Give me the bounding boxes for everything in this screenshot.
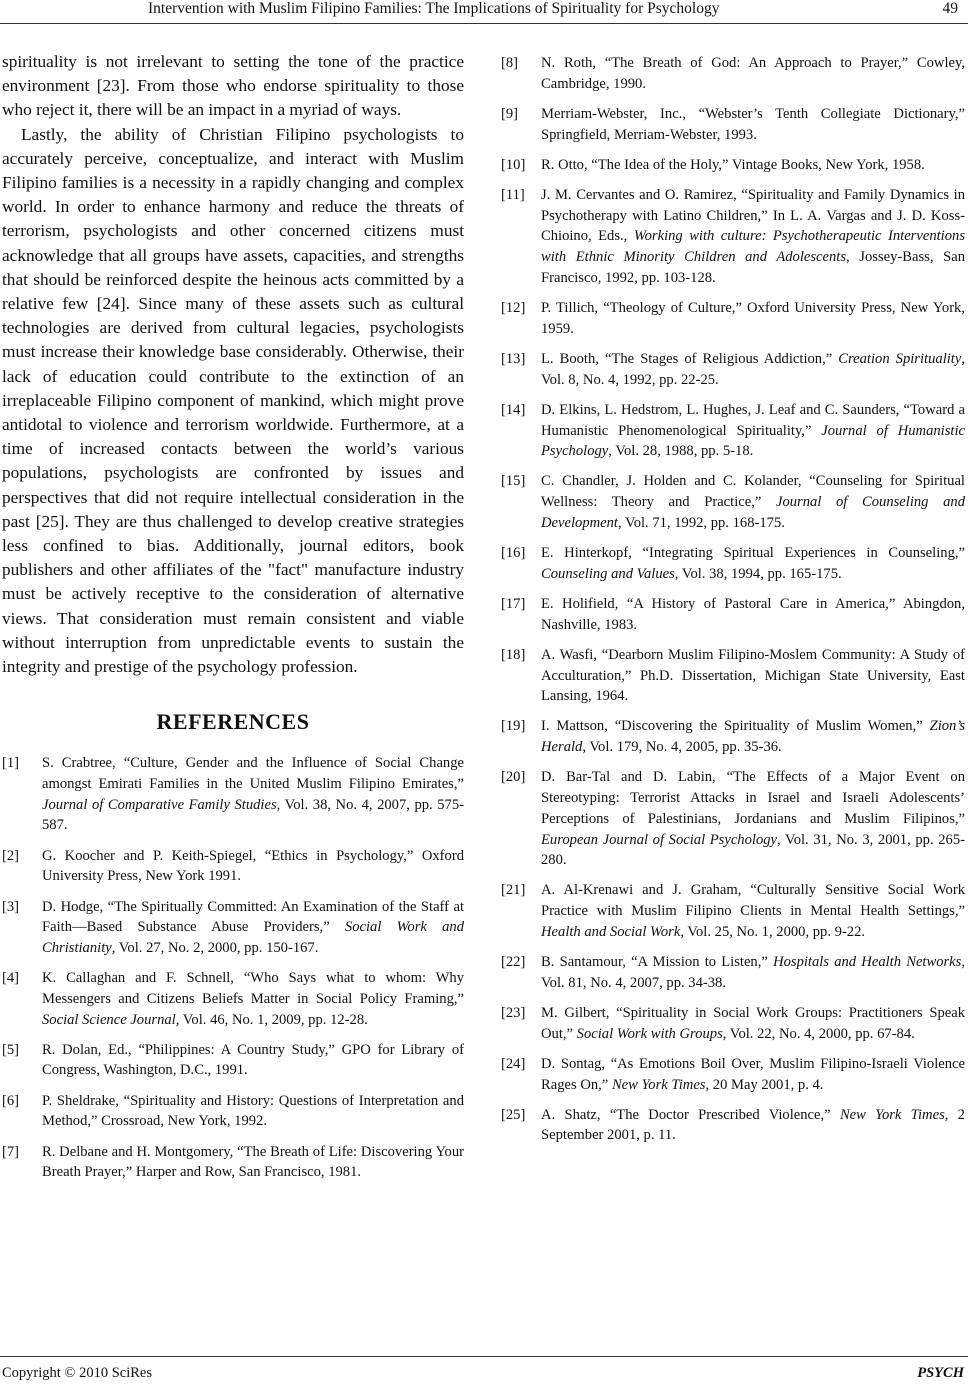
reference-source-title: Social Science Journal <box>42 1011 176 1028</box>
reference-details: , Vol. 38, No. 4, 2007, pp. 575-587. <box>42 796 464 834</box>
reference-item <box>2 846 464 887</box>
running-header <box>0 0 968 24</box>
reference-details: , Vol. 46, No. 1, 2009, pp. 12-28. <box>175 1011 368 1028</box>
reference-number: [6] <box>2 1092 20 1109</box>
reference-source-title: New York Times <box>839 1106 945 1123</box>
reference-item <box>2 968 464 1030</box>
reference-list <box>501 53 965 1146</box>
reference-source-title: European Journal of Social Psychology <box>541 831 778 848</box>
references-heading: REFERENCES <box>156 709 310 735</box>
journal-name: PSYCH <box>917 1365 964 1381</box>
reference-source-title: Journal of Humanistic Psychology <box>541 422 965 460</box>
reference-details: , Vol. 179, No. 4, 2005, pp. 35-36. <box>582 739 782 756</box>
footer-rule <box>0 1356 968 1357</box>
reference-number: [4] <box>2 970 20 987</box>
reference-number: [7] <box>2 1143 20 1160</box>
reference-text: R. Delbane and H. Montgomery, “The Breath of Life: Discovering Your Breath Prayer,” Harper and Row, San Francisco, 1981. <box>42 1143 464 1181</box>
reference-number: [20] <box>501 769 526 786</box>
reference-details: , Vol. 81, No. 4, 2007, pp. 34-38. <box>541 954 965 991</box>
reference-source-title: Working with culture: Psychotherapeutic Interventions with Ethnic Minority Children and Adolescents <box>541 228 965 266</box>
reference-text: R. Dolan, Ed., “Philippines: A Country Study,” GPO for Library of Congress, Washington, D.C., 1991. <box>42 1041 464 1079</box>
reference-number: [1] <box>2 755 20 772</box>
reference-item <box>501 1105 965 1146</box>
reference-number: [9] <box>501 105 519 122</box>
reference-number: [2] <box>2 847 20 864</box>
reference-text: I. Mattson, “Discovering the Spirituality of Muslim Women,” <box>541 718 930 735</box>
reference-text: S. Crabtree, “Culture, Gender and the Influence of Social Change amongst Emirati Families in the United Muslim Filipino Emirates,” <box>42 755 464 792</box>
reference-source-title: New York Times <box>611 1076 706 1093</box>
reference-number: [24] <box>501 1055 526 1072</box>
reference-details: , Vol. 27, No. 2, 2000, pp. 150-167. <box>111 939 319 956</box>
reference-number: [19] <box>501 718 526 735</box>
reference-text: R. Otto, “The Idea of the Holy,” Vintage Books, New York, 1958. <box>541 156 925 173</box>
reference-details: , Vol. 71, 1992, pp. 168-175. <box>618 514 785 531</box>
reference-number: [22] <box>501 954 526 971</box>
reference-number: [16] <box>501 545 526 562</box>
reference-item <box>501 952 965 993</box>
reference-source-title: Zion’s Herald <box>541 718 965 756</box>
reference-details: , Vol. 31, No. 3, 2001, pp. 265-280. <box>541 831 965 869</box>
reference-number: [17] <box>501 595 526 612</box>
reference-item <box>2 897 464 959</box>
reference-item <box>501 400 965 462</box>
reference-source-title: Social Work and Christianity <box>42 919 465 956</box>
reference-text: C. Chandler, J. Holden and C. Kolander, “Counseling for Spiritual Wellness: Theory and Practice,” <box>541 473 965 511</box>
reference-number: [3] <box>2 898 20 915</box>
reference-number: [18] <box>501 646 526 663</box>
reference-source-title: Hospitals and Health Networks <box>773 954 962 971</box>
reference-text: N. Roth, “The Breath of God: An Approach to Prayer,” Cowley, Cambridge, 1990. <box>541 55 965 92</box>
body-paragraph: Lastly, the ability of Christian Filipino psychologists to accurately perceive, conceptualize, and interact with Muslim Filipino families is a necessity in a rapidly changing and complex world. In order to enhance harmony and reduce the threats of terrorism, psychologists and other concerned citizens must acknowledge that all groups have assets, capacities, and strengths that should be reinforced despite the heinous acts committed by a relative few [24]. Since many of these assets such as cultural technologies are derived from cultural legacies, psychologists must increase their knowledge base considerably. Otherwise, their lack of education could contribute to the extinction of an irreplaceable Filipino component of mankind, which might prove antidotal to violence and terrorism worldwide. Furthermore, at a time of increased contacts between the world’s various populations, psychologists are confronted by issues and perspectives that did not require intellectual consideration in the past [25]. They are thus challenged to develop creative strategies less confined to bias. Additionally, journal editors, book publishers and other affiliates of the "fact" manufacture industry must be actively receptive to the consideration of alternative views. That consideration must remain consistent and viable without interruption from unpredictable events to sustain the integrity and prestige of the psychology profession. <box>2 124 464 677</box>
reference-number: [11] <box>501 187 525 204</box>
reference-item <box>2 1040 464 1081</box>
reference-item <box>501 767 965 871</box>
reference-text: B. Santamour, “A Mission to Listen,” <box>541 954 774 971</box>
reference-item <box>501 185 965 289</box>
reference-number: [5] <box>2 1041 20 1058</box>
reference-text: M. Gilbert, “Spirituality in Social Work Groups: Practitioners Speak Out,” <box>541 1004 965 1042</box>
reference-text: A. Wasfi, “Dearborn Muslim Filipino-Moslem Community: A Study of Acculturation,” Ph.D. Dissertation, Michigan State University, East Lansing, 1964. <box>541 646 965 705</box>
reference-number: [12] <box>501 300 526 317</box>
reference-details: , Vol. 38, 1994, pp. 165-175. <box>674 565 842 582</box>
running-title: Intervention with Muslim Filipino Families: The Implications of Spirituality for Psychology <box>148 0 720 17</box>
reference-text: J. M. Cervantes and O. Ramirez, “Spirituality and Family Dynamics in Psychotherapy with Latino Children,” In L. A. Vargas and J. D. Koss-Chioino, Eds., <box>541 187 965 245</box>
body-paragraph: spirituality is not irrelevant to setting the tone of the practice environment [23]. From those who endorse spirituality to those who reject it, there will be an impact in a myriad of ways. <box>2 52 464 120</box>
left-column <box>2 50 464 1192</box>
reference-text: E. Hinterkopf, “Integrating Spiritual Experiences in Counseling,” <box>541 545 965 562</box>
reference-text: L. Booth, “The Stages of Religious Addiction,” <box>541 350 839 367</box>
reference-details: , Jossey-Bass, San Francisco, 1992, pp. 103-128. <box>541 249 965 286</box>
reference-list <box>2 753 464 1183</box>
reference-text: K. Callaghan and F. Schnell, “Who Says what to whom: Why Messengers and Citizens Beliefs Matter in Social Policy Framing,” <box>42 970 464 1007</box>
reference-text: D. Elkins, L. Hedstrom, L. Hughes, J. Leaf and C. Saunders, “Toward a Humanistic Phenomenological Spirituality,” <box>541 401 965 439</box>
reference-details: , 20 May 2001, p. 4. <box>705 1076 824 1093</box>
reference-details: , Vol. 28, 1988, pp. 5-18. <box>608 443 754 460</box>
reference-item <box>501 1054 965 1095</box>
reference-text: A. Al-Krenawi and J. Graham, “Culturally Sensitive Social Work Practice with Muslim Filipino Clients in Mental Health Settings,” <box>541 882 965 920</box>
reference-item <box>501 471 965 533</box>
reference-text: D. Hodge, “The Spiritually Committed: An Examination of the Staff at Faith—Based Substance Abuse Providers,” <box>42 898 464 936</box>
reference-source-title: Creation Spirituality <box>838 350 962 367</box>
reference-details: , 2 September 2001, p. 11. <box>541 1106 965 1144</box>
reference-number: [21] <box>501 882 526 899</box>
reference-item <box>501 716 965 757</box>
reference-source-title: Health and Social Work <box>541 923 681 940</box>
page-footer <box>0 1340 968 1386</box>
reference-source-title: Social Work with Groups <box>576 1025 723 1042</box>
reference-text: D. Sontag, “As Emotions Boil Over, Muslim Filipino-Israeli Violence Rages On,” <box>541 1055 965 1093</box>
reference-number: [8] <box>501 55 519 71</box>
reference-item <box>501 594 965 635</box>
reference-item <box>501 298 965 339</box>
reference-item <box>501 155 965 176</box>
reference-number: [14] <box>501 401 526 418</box>
reference-text: P. Sheldrake, “Spirituality and History: Questions of Interpretation and Method,” Crossroad, New York, 1992. <box>42 1092 464 1130</box>
reference-text: E. Holifield, “A History of Pastoral Care in America,” Abingdon, Nashville, 1983. <box>541 595 965 633</box>
reference-number: [10] <box>501 156 526 173</box>
reference-source-title: Journal of Comparative Family Studies <box>42 796 277 813</box>
reference-item <box>2 753 464 836</box>
reference-text: Merriam-Webster, Inc., “Webster’s Tenth Collegiate Dictionary,” Springfield, Merriam-Webster, 1993. <box>541 105 965 143</box>
copyright-notice: Copyright © 2010 SciRes <box>2 1365 152 1381</box>
reference-number: [13] <box>501 350 526 367</box>
reference-source-title: Counseling and Values <box>541 565 675 582</box>
header-rule <box>0 23 968 24</box>
reference-number: [23] <box>501 1004 526 1021</box>
reference-text: D. Bar-Tal and D. Labin, “The Effects of a Major Event on Stereotyping: Terrorist Attacks in Israel and Israeli Adolescents’ Perceptions of Palestinians, Jordanians and Muslim Filipinos,” <box>541 769 965 827</box>
reference-item <box>2 1142 464 1183</box>
reference-text: G. Koocher and P. Keith-Spiegel, “Ethics in Psychology,” Oxford University Press, New York 1991. <box>42 847 464 885</box>
reference-item <box>2 1091 464 1132</box>
reference-details: , Vol. 8, No. 4, 1992, pp. 22-25. <box>541 350 965 388</box>
reference-item <box>501 880 965 942</box>
reference-item <box>501 543 965 584</box>
reference-item <box>501 645 965 707</box>
reference-item <box>501 53 965 94</box>
reference-item <box>501 349 965 390</box>
reference-item <box>501 104 965 145</box>
reference-item <box>501 1003 965 1044</box>
reference-text: A. Shatz, “The Doctor Prescribed Violence,” <box>541 1106 840 1123</box>
reference-number: [15] <box>501 473 526 490</box>
reference-details: , Vol. 25, No. 1, 2000, pp. 9-22. <box>680 923 866 940</box>
reference-number: [25] <box>501 1106 526 1123</box>
reference-details: , Vol. 22, No. 4, 2000, pp. 67-84. <box>722 1025 915 1042</box>
page-number: 49 <box>942 0 958 17</box>
reference-source-title: Journal of Counseling and Development <box>541 494 966 531</box>
reference-text: P. Tillich, “Theology of Culture,” Oxford University Press, New York, 1959. <box>541 300 965 337</box>
right-column <box>501 53 965 1156</box>
